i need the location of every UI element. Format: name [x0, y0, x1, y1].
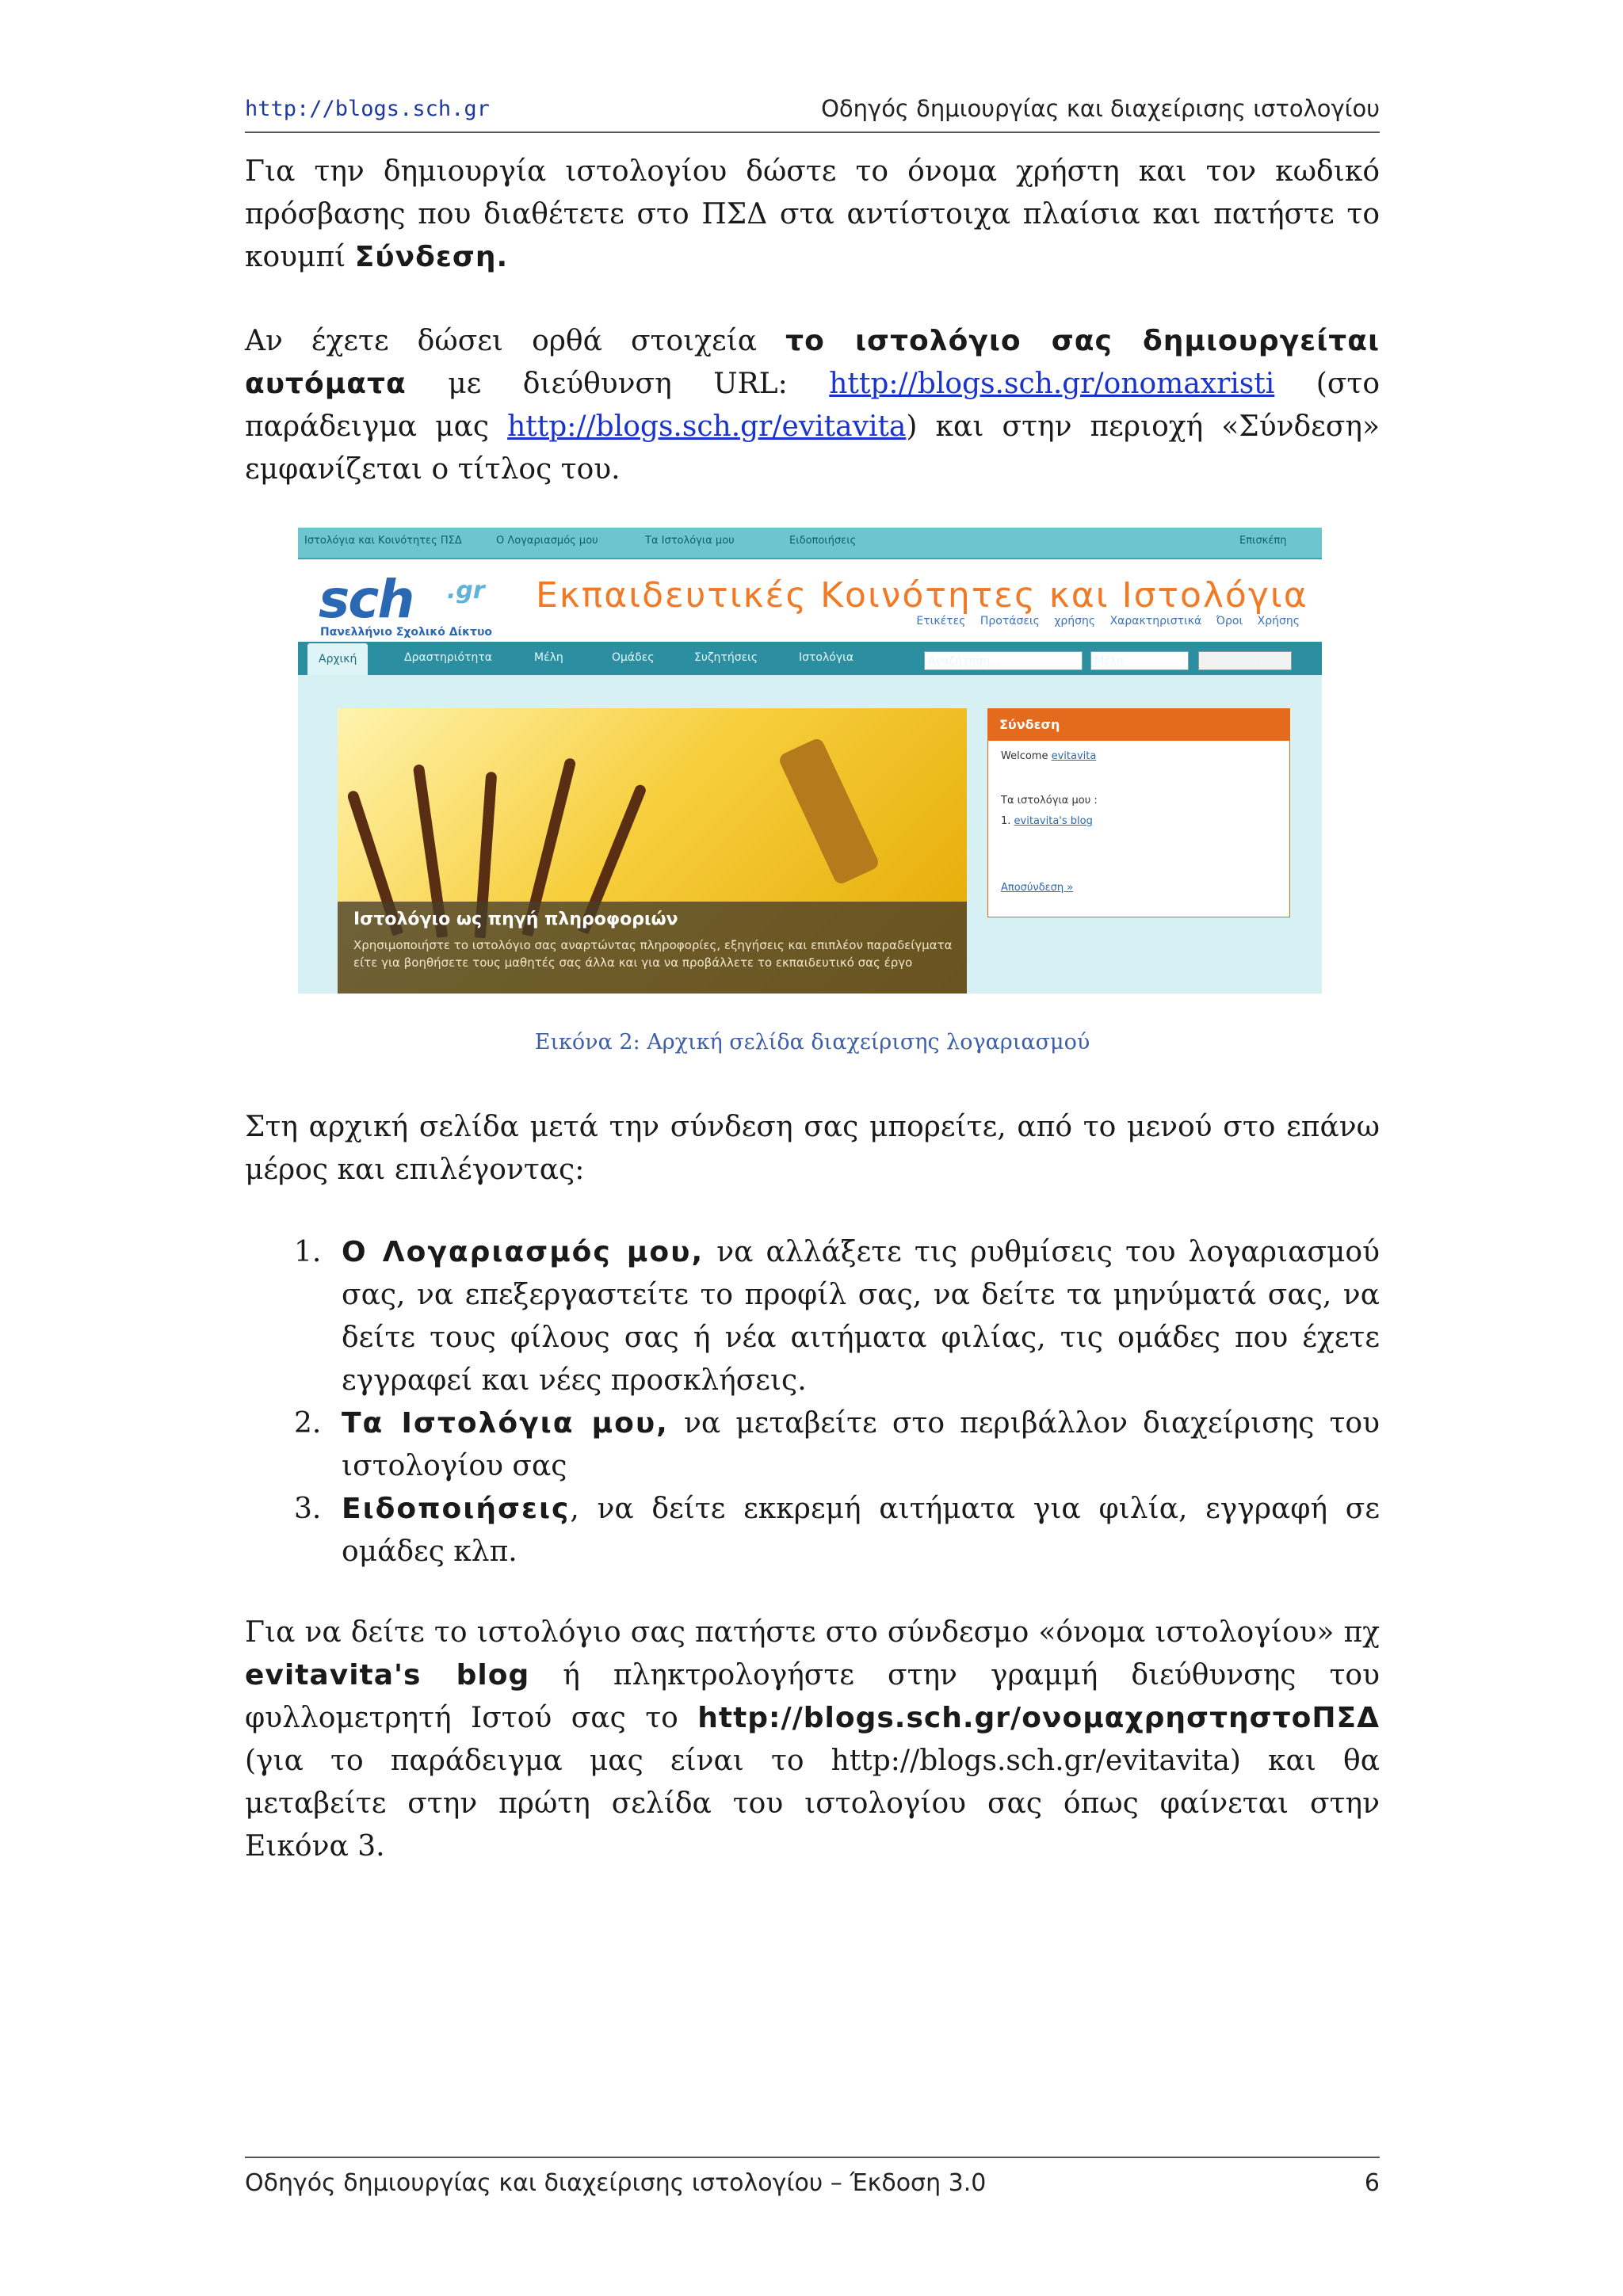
blog-item-link: evitavita's blog [1014, 815, 1093, 827]
shot-topbar-item: Ιστολόγια και Κοινότητες ΠΣΔ [304, 535, 462, 547]
shot-nav-item: Ομάδες [612, 651, 655, 664]
shot-site-title: Εκπαιδευτικές Κοινότητες και Ιστολόγια [536, 575, 1308, 616]
bold-blog-name: evitavita's blog [245, 1659, 530, 1691]
bold-auto-created: το ιστολόγιο σας δημιουργείται αυτόματα [245, 325, 1380, 400]
logout-row [1001, 882, 1073, 894]
shot-topbar-item: Ο Λογαριασμός μου [496, 535, 598, 547]
shot-topbar-item: Επισκέπη [1239, 535, 1287, 547]
paragraph-menu-intro: Στη αρχική σελίδα μετά την σύνδεση σας μπορείτε, από το μενού στο επάνω μέρος και επιλέγοντας: [245, 1111, 1380, 1186]
hero-caption-overlay [338, 902, 967, 994]
running-header [245, 93, 1380, 133]
shot-search-select: Μέλη [1090, 651, 1189, 670]
shot-sublinks: Ετικέτες Προτάσεις χρήσης Χαρακτηριστικά Όροι Χρήσης [916, 615, 1300, 627]
shot-content [298, 675, 1322, 994]
bold-blog-url: http://blogs.sch.gr/ονομαχρηστηστοΠΣΔ [697, 1702, 1380, 1734]
list-number: 3. [294, 1493, 322, 1525]
menu-options-list [245, 1231, 1380, 1573]
list-item: 2. Τα Ιστολόγια μου, να μεταβείτε στο περιβάλλον διαχείρισης του ιστολογίου σας [245, 1402, 1380, 1488]
shot-nav-item: Συζητήσεις [694, 651, 758, 664]
header-title: Οδηγός δημιουργίας και διαχείρισης ιστολογίου [821, 95, 1380, 122]
hero-text: Χρησιμοποιήστε το ιστολόγιο σας αναρτώντας πληροφορίες, εξηγήσεις και επιπλέον παραδείγματα είτε για βοηθήσετε τους μαθητές σας άλλα και για να προβάλλετε το εκπαιδευτικό σας έργο [353, 938, 953, 970]
shot-login-box [987, 708, 1290, 917]
figure-caption: Εικόνα 2: Αρχική σελίδα διαχείρισης λογαριασμού [534, 1030, 1090, 1055]
blog-list-item: 1. evitavita's blog [1001, 815, 1093, 827]
list-item: 3. Ειδοποιήσεις, να δείτε εκκρεμή αιτήματα για φιλία, εγγραφή σε ομάδες κλπ. [245, 1488, 1380, 1573]
list-number: 1. [294, 1236, 322, 1268]
shot-banner [298, 559, 1322, 642]
list-item-term: Ειδοποιήσεις [342, 1493, 571, 1525]
list-item-term: Ο Λογαριασμός μου, [342, 1236, 705, 1268]
shot-search-input: Αναζήτηση... [924, 651, 1083, 670]
link-onomaxristi[interactable]: http://blogs.sch.gr/onomaxristi [829, 368, 1275, 400]
list-number: 2. [294, 1407, 322, 1440]
shot-nav-item: Ιστολόγια [799, 651, 854, 664]
welcome-user-link: evitavita [1051, 750, 1097, 762]
paragraph-login-instructions: Για την δημιουργία ιστολογίου δώστε το όνομα χρήστη και τον κωδικό πρόσβασης που διαθέτετε στο ΠΣΔ στα αντίστοιχα πλαίσια και πατήστε το κουμπί Σύνδεση. [245, 155, 1380, 273]
shot-nav-item: Μέλη [534, 651, 563, 664]
paragraph-auto-blog: Αν έχετε δώσει ορθά στοιχεία το ιστολόγιο σας δημιουργείται αυτόματα με διεύθυνση URL: http://blogs.sch.gr/onomaxristi (στο παράδειγμα μας http://blogs.sch.gr/evitavita) και στην περιοχή «Σύνδεση» εμφανίζεται ο τίτλος του. [245, 325, 1381, 486]
shot-nav-item: Δραστηριότητα [404, 651, 493, 664]
bold-login-term: Σύνδεση. [354, 241, 509, 273]
blogs-label: Τα ιστολόγια μου : [1001, 795, 1098, 807]
shot-navbar [298, 642, 1322, 675]
shot-search-button: Αναζήτηση [1198, 651, 1292, 670]
sch-logo-suffix: .gr [447, 577, 485, 605]
shot-topbar-item: Ειδοποιήσεις [789, 535, 857, 547]
shot-nav-item: Αρχική [307, 643, 368, 675]
login-box-title: Σύνδεση [988, 709, 1289, 741]
link-evitavita[interactable]: http://blogs.sch.gr/evitavita [507, 410, 907, 443]
sch-logo: sch [319, 569, 414, 630]
shot-topbar-item: Τα Ιστολόγια μου [645, 535, 735, 547]
welcome-row: Welcome evitavita [1001, 750, 1097, 762]
shot-topbar [298, 528, 1322, 559]
page-number: 6 [1364, 2169, 1380, 2197]
sch-logo-subtitle: Πανελλήνιο Σχολικό Δίκτυο [320, 626, 493, 639]
paragraph-view-blog: Για να δείτε το ιστολόγιο σας πατήστε στο σύνδεσμο «όνομα ιστολογίου» πχ evitavita's blog ή πληκτρολογήστε στην γραμμή διεύθυνσης του φυλλομετρητή Ιστού σας το http://blogs.sch.gr/ονομαχρηστηστοΠΣΔ (για το παράδειγμα μας είναι το http://blogs.sch.gr/evitavita) και θα μεταβείτε στην πρώτη σελίδα του ιστολογίου σας όπως φαίνεται στην Εικόνα 3. [245, 1616, 1380, 1863]
logout-link: Αποσύνδεση » [1001, 882, 1074, 894]
running-footer [245, 2157, 1380, 2206]
header-url: http://blogs.sch.gr [245, 97, 490, 121]
list-item-term: Τα Ιστολόγια μου, [342, 1407, 669, 1440]
figure-screenshot [298, 528, 1322, 994]
list-item: 1. Ο Λογαριασμός μου, να αλλάξετε τις ρυθμίσεις του λογαριασμού σας, να επεξεργαστείτε το προφίλ σας, να δείτε τα μηνύματά σας, να δείτε τους φίλους σας ή νέα αιτήματα φιλίας, τις ομάδες που έχετε εγγραφεί και νέες προσκλήσεις. [245, 1231, 1380, 1402]
footer-title: Οδηγός δημιουργίας και διαχείρισης ιστολογίου – Έκδοση 3.0 [245, 2169, 987, 2197]
shot-hero-image [338, 708, 967, 994]
hero-title: Ιστολόγιο ως πηγή πληροφοριών [353, 910, 678, 929]
microscope-shape [777, 737, 880, 886]
